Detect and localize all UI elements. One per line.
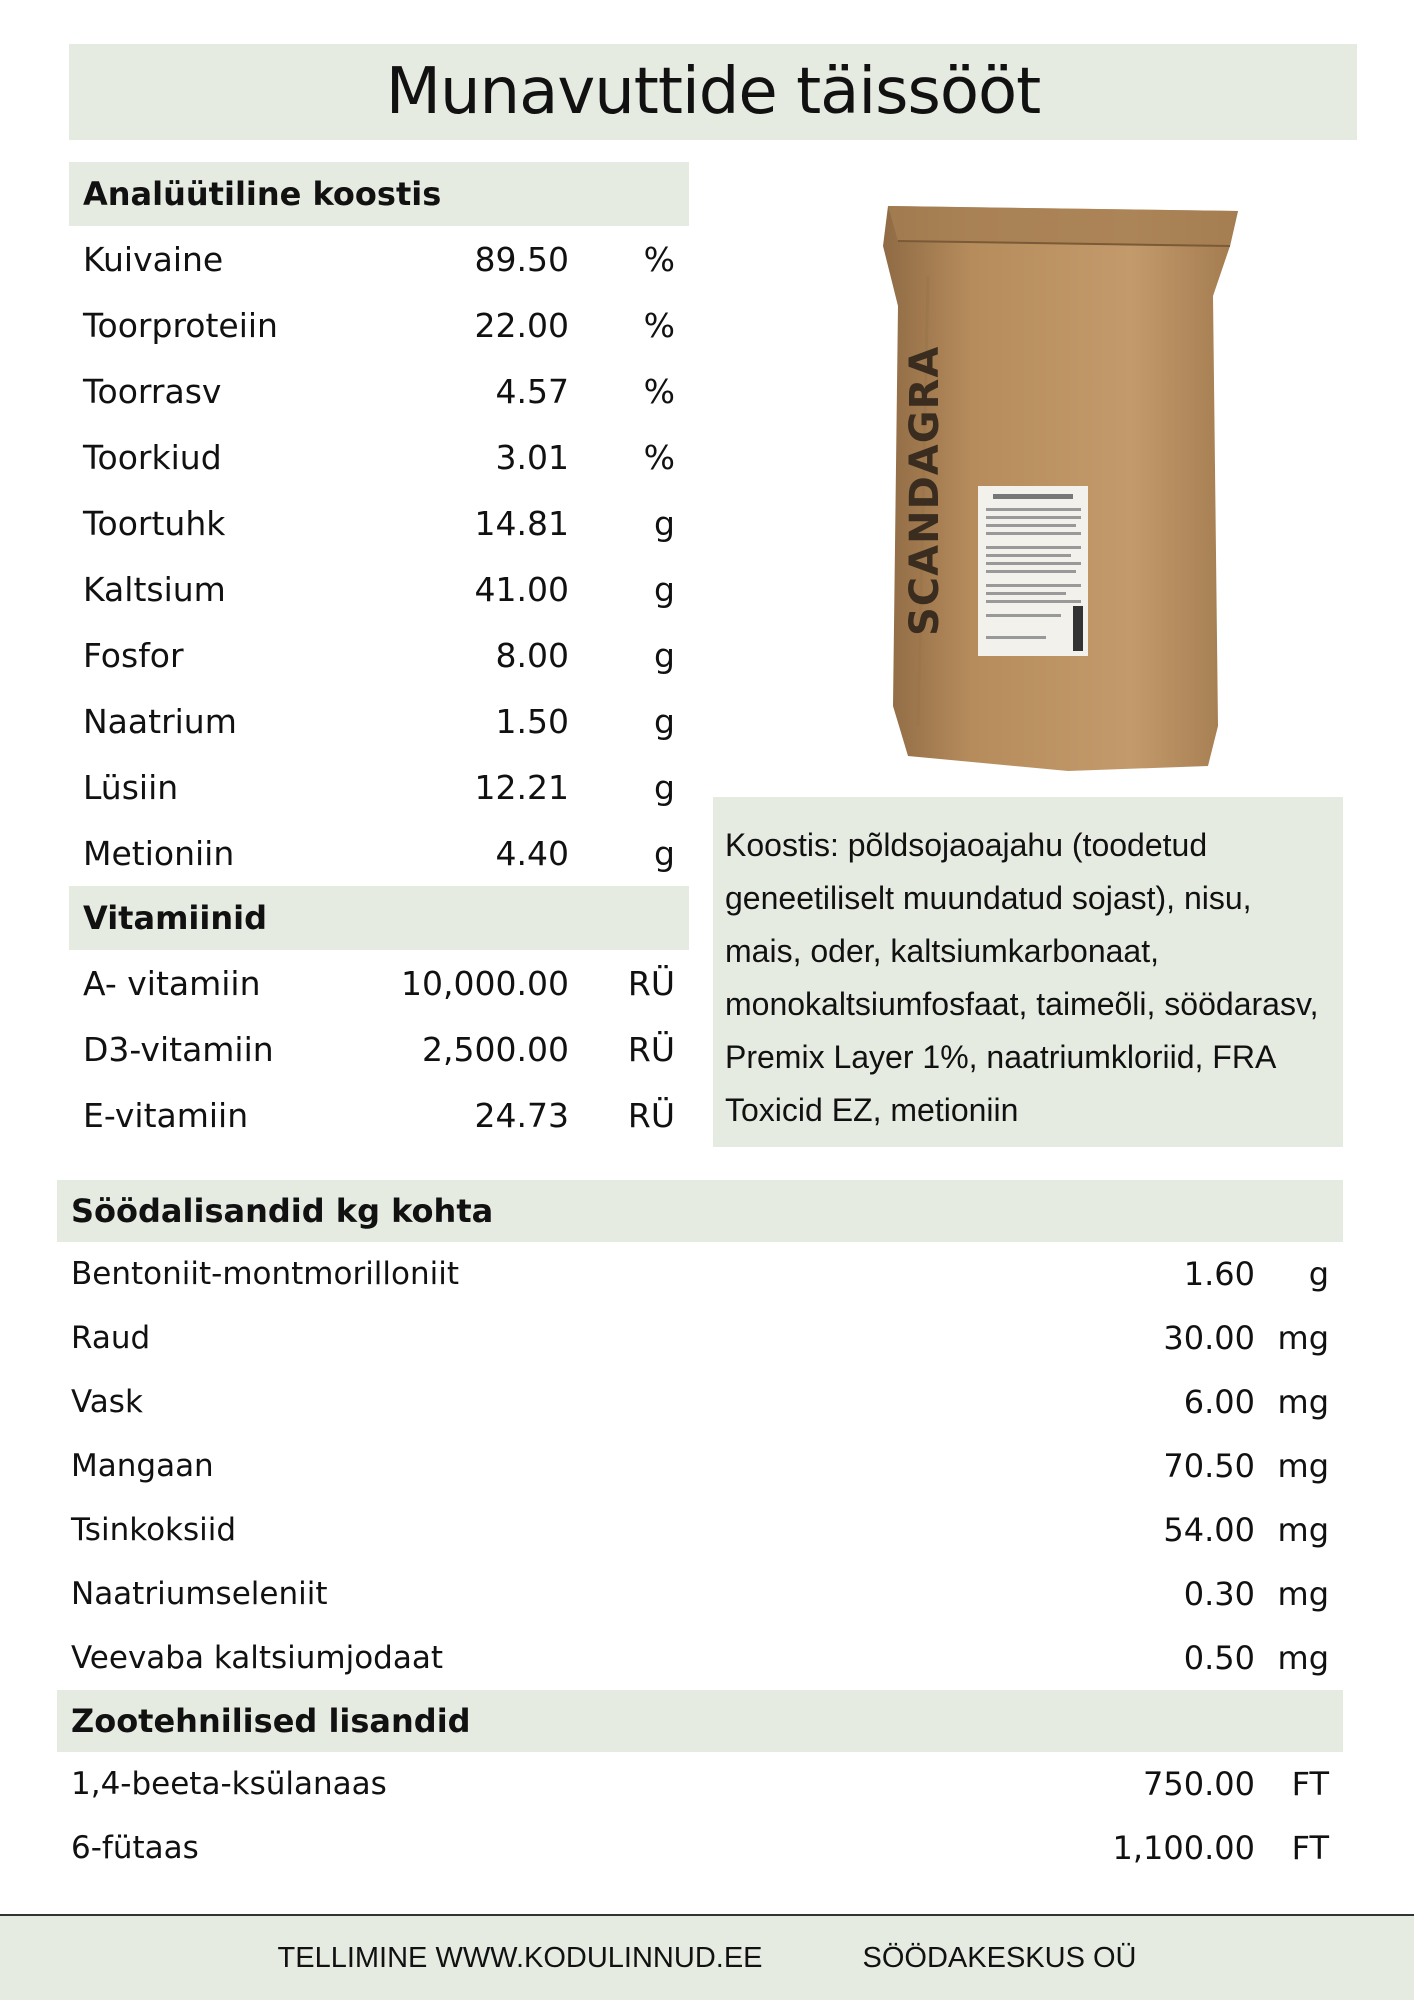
additive-row-label: Vask bbox=[71, 1384, 143, 1420]
analytic-table bbox=[69, 162, 689, 1148]
vitamin-row-value: 10,000.00 bbox=[401, 963, 569, 1003]
additive-row-value: 1.60 bbox=[1183, 1255, 1255, 1293]
analytic-row bbox=[69, 490, 689, 556]
additive-row-unit: mg bbox=[1277, 1575, 1329, 1613]
analytic-row-unit: g bbox=[654, 701, 675, 741]
zootechnical-row-unit: FT bbox=[1291, 1829, 1329, 1867]
analytic-row bbox=[69, 820, 689, 886]
vitamin-row-unit: RÜ bbox=[627, 1029, 675, 1069]
additive-row-label: Veevaba kaltsiumjodaat bbox=[71, 1640, 443, 1676]
additive-row-label: Raud bbox=[71, 1320, 151, 1356]
feed-bag-image bbox=[858, 186, 1258, 776]
vitamin-row-label: E-vitamiin bbox=[83, 1095, 249, 1135]
additive-row-unit: g bbox=[1308, 1255, 1329, 1293]
analytic-row-unit: g bbox=[654, 767, 675, 807]
analytic-row-unit: g bbox=[654, 569, 675, 609]
vitamin-row-unit: RÜ bbox=[627, 1095, 675, 1135]
analytic-row-unit: g bbox=[654, 833, 675, 873]
zootechnical-row bbox=[57, 1752, 1343, 1816]
analytic-row-label: Metioniin bbox=[83, 833, 235, 873]
vitamins-heading: Vitamiinid bbox=[69, 886, 689, 950]
bag-label bbox=[978, 486, 1088, 656]
analytic-row bbox=[69, 226, 689, 292]
analytic-row-value: 1.50 bbox=[495, 701, 569, 741]
analytic-row bbox=[69, 292, 689, 358]
additives-heading: Söödalisandid kg kohta bbox=[57, 1180, 1343, 1242]
additive-row-value: 70.50 bbox=[1163, 1447, 1255, 1485]
additive-row-label: Naatriumseleniit bbox=[71, 1576, 328, 1612]
analytic-row-value: 4.40 bbox=[495, 833, 569, 873]
analytic-row-unit: % bbox=[643, 437, 675, 477]
additive-row-value: 30.00 bbox=[1163, 1319, 1255, 1357]
analytic-row-label: Lüsiin bbox=[83, 767, 179, 807]
analytic-row-unit: % bbox=[643, 305, 675, 345]
additive-row bbox=[57, 1370, 1343, 1434]
zootechnical-row-label: 1,4-beeta-ksülanaas bbox=[71, 1766, 387, 1802]
footer bbox=[0, 1914, 1414, 2000]
analytic-row-label: Toorproteiin bbox=[83, 305, 278, 345]
additive-row-label: Tsinkoksiid bbox=[71, 1512, 237, 1548]
analytic-row-label: Kaltsium bbox=[83, 569, 226, 609]
additive-row bbox=[57, 1242, 1343, 1306]
zootechnical-row bbox=[57, 1816, 1343, 1880]
analytic-row-value: 14.81 bbox=[474, 503, 569, 543]
additive-row bbox=[57, 1306, 1343, 1370]
additive-row-label: Mangaan bbox=[71, 1448, 214, 1484]
additive-row-unit: mg bbox=[1277, 1639, 1329, 1677]
zootechnical-row-value: 1,100.00 bbox=[1112, 1829, 1255, 1867]
analytic-row-label: Toortuhk bbox=[83, 503, 226, 543]
title-bar bbox=[69, 44, 1357, 140]
zootechnical-row-value: 750.00 bbox=[1143, 1765, 1255, 1803]
analytic-row-value: 3.01 bbox=[495, 437, 569, 477]
additive-row-unit: mg bbox=[1277, 1447, 1329, 1485]
zootechnical-row-unit: FT bbox=[1291, 1765, 1329, 1803]
analytic-row bbox=[69, 754, 689, 820]
analytic-row-value: 12.21 bbox=[474, 767, 569, 807]
additive-row-unit: mg bbox=[1277, 1511, 1329, 1549]
additives-table bbox=[57, 1180, 1343, 1880]
vitamin-row-unit: RÜ bbox=[627, 963, 675, 1003]
analytic-row-value: 4.57 bbox=[495, 371, 569, 411]
zootechnical-heading: Zootehnilised lisandid bbox=[57, 1690, 1343, 1752]
vitamin-row-label: A- vitamiin bbox=[83, 963, 261, 1003]
vitamin-row bbox=[69, 1016, 689, 1082]
analytic-row-label: Toorrasv bbox=[83, 371, 222, 411]
additive-row-value: 54.00 bbox=[1163, 1511, 1255, 1549]
zootechnical-row-label: 6-fütaas bbox=[71, 1830, 199, 1866]
analytic-row-value: 89.50 bbox=[474, 239, 569, 279]
additive-row bbox=[57, 1434, 1343, 1498]
analytic-row-unit: % bbox=[643, 371, 675, 411]
analytic-row bbox=[69, 688, 689, 754]
vitamin-row-value: 24.73 bbox=[474, 1095, 569, 1135]
additive-row bbox=[57, 1626, 1343, 1690]
additive-row bbox=[57, 1498, 1343, 1562]
vitamin-row-value: 2,500.00 bbox=[422, 1029, 569, 1069]
analytic-row-unit: % bbox=[643, 239, 675, 279]
analytic-row bbox=[69, 556, 689, 622]
analytic-row-unit: g bbox=[654, 503, 675, 543]
footer-order-link[interactable]: TELLIMINE WWW.KODULINNUD.EE bbox=[277, 1941, 763, 1974]
analytic-row-unit: g bbox=[654, 635, 675, 675]
analytic-row bbox=[69, 424, 689, 490]
bag-brand: SCANDAGRA bbox=[902, 345, 948, 636]
additive-row-label: Bentoniit-montmorilloniit bbox=[71, 1256, 460, 1292]
analytic-row-label: Naatrium bbox=[83, 701, 237, 741]
additive-row-unit: mg bbox=[1277, 1319, 1329, 1357]
analytic-row-label: Toorkiud bbox=[83, 437, 222, 477]
composition-box bbox=[713, 797, 1343, 1147]
page-title: Munavuttide täissööt bbox=[385, 55, 1041, 129]
vitamin-row-label: D3-vitamiin bbox=[83, 1029, 274, 1069]
analytic-row bbox=[69, 622, 689, 688]
additive-row-value: 6.00 bbox=[1183, 1383, 1255, 1421]
analytic-row-label: Kuivaine bbox=[83, 239, 224, 279]
analytic-heading: Analüütiline koostis bbox=[69, 162, 689, 226]
additive-row-value: 0.50 bbox=[1183, 1639, 1255, 1677]
vitamin-row bbox=[69, 950, 689, 1016]
analytic-row-value: 22.00 bbox=[474, 305, 569, 345]
additive-row-value: 0.30 bbox=[1183, 1575, 1255, 1613]
additive-row bbox=[57, 1562, 1343, 1626]
additive-row-unit: mg bbox=[1277, 1383, 1329, 1421]
analytic-row-value: 8.00 bbox=[495, 635, 569, 675]
analytic-row-label: Fosfor bbox=[83, 635, 184, 675]
analytic-row-value: 41.00 bbox=[474, 569, 569, 609]
footer-company: SÖÖDAKESKUS OÜ bbox=[862, 1941, 1137, 1974]
vitamin-row bbox=[69, 1082, 689, 1148]
composition-text: Koostis: põldsojaoajahu (toodetud geneetiliselt muundatud sojast), nisu, mais, oder, kaltsiumkarbonaat, monokaltsiumfosfaat, taimeõli, söödarasv, Premix Layer 1%, naatriumkloriid, FRA Toxicid EZ, metioniin bbox=[725, 827, 1319, 1128]
analytic-row bbox=[69, 358, 689, 424]
